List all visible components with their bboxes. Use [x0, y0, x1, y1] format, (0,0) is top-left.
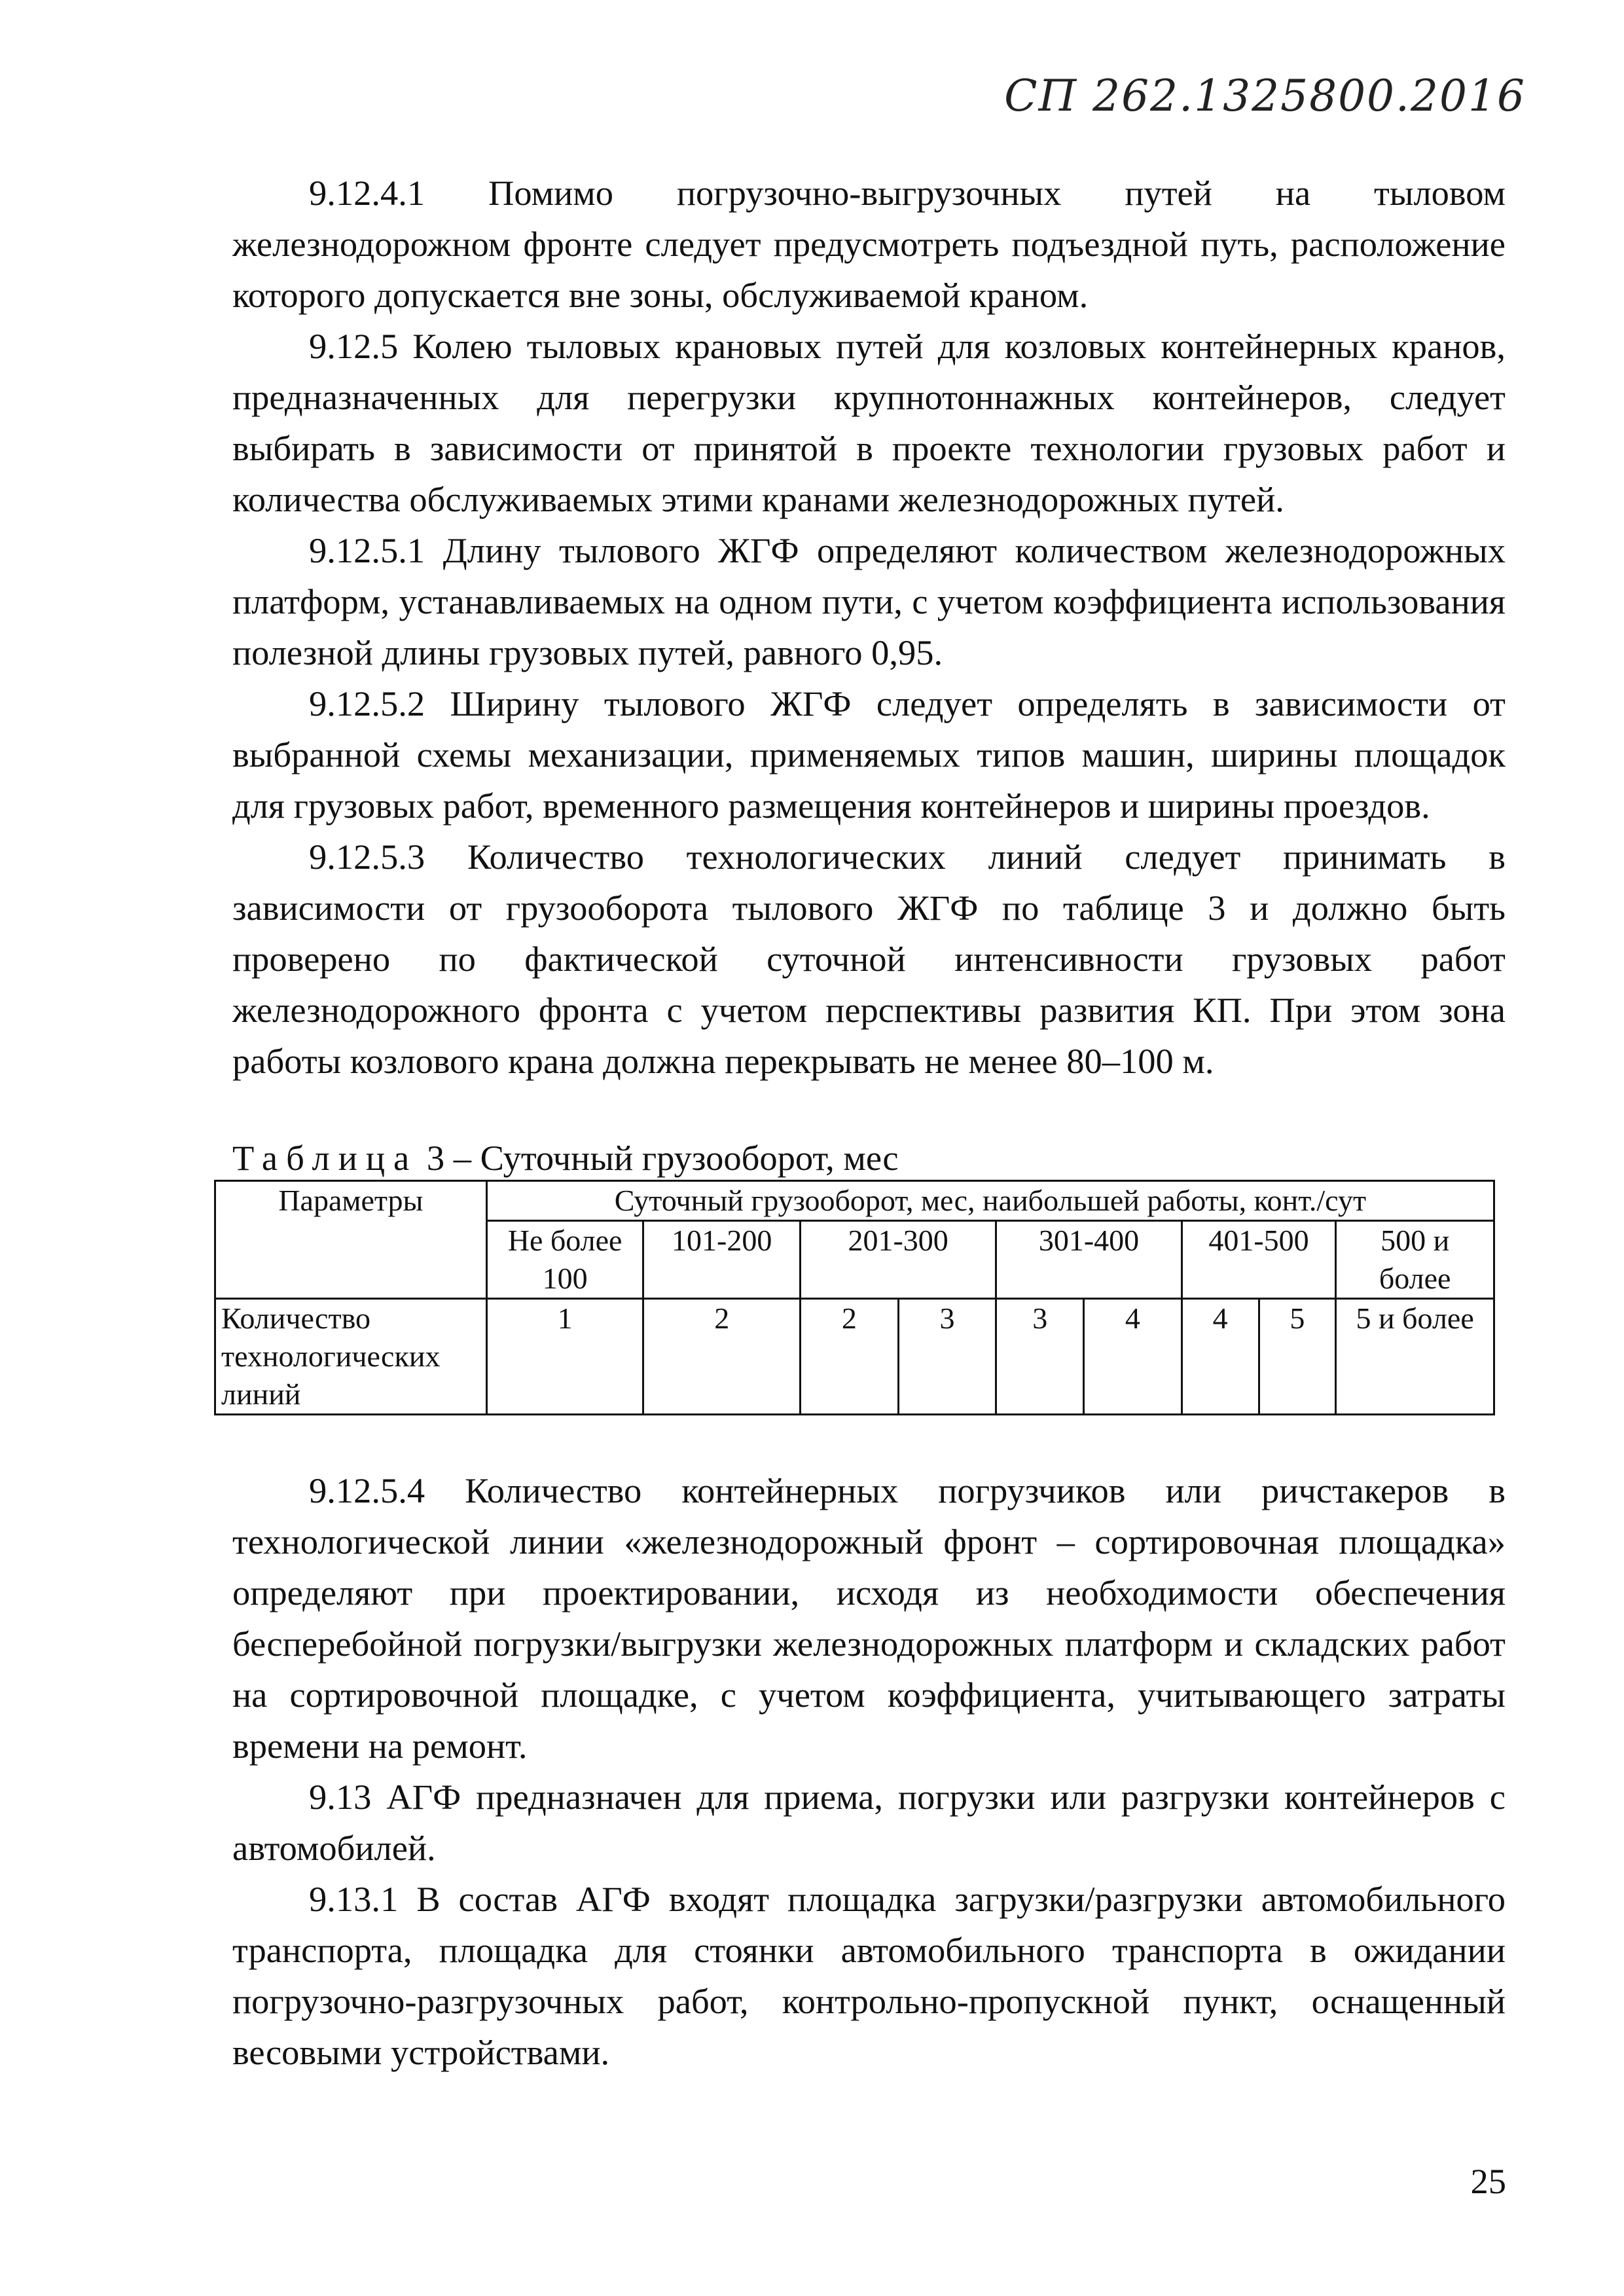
- paragraph-9-12-5-2: 9.12.5.2 Ширину тылового ЖГФ следует определять в зависимости от выбранной схемы механизации, применяемых типов машин, ширины площадок для грузовых работ, временного размещения контейнеров и ширины проездов.: [232, 683, 1506, 826]
- table-row-label: Количество технологических линий: [215, 1299, 487, 1415]
- paragraph-9-13: 9.13 АГФ предназначен для приема, погрузки или разгрузки контейнеров с автомобилей.: [232, 1777, 1506, 1868]
- table-value-cell: 5: [1259, 1299, 1336, 1415]
- table-header-parameters: Параметры: [215, 1181, 487, 1299]
- table-range-cell: 101-200: [643, 1221, 801, 1299]
- table-value-cell: 3: [996, 1299, 1084, 1415]
- table-value-cell: 4: [1084, 1299, 1182, 1415]
- paragraph-9-12-5-1: 9.12.5.1 Длину тылового ЖГФ определяют количеством железнодорожных платформ, устанавливаемых на одном пути, с учетом коэффициента использования полезной длины грузовых путей, равного 0,95.: [232, 530, 1506, 672]
- table-value-cell: 4: [1182, 1299, 1259, 1415]
- table-caption-word: Таблица: [232, 1138, 418, 1178]
- table-header-row: [215, 1181, 1494, 1221]
- paragraph-9-12-5-4: 9.12.5.4 Количество контейнерных погрузчиков или ричстакеров в технологической линии «железнодорожный фронт – сортировочная площадка» определяют при проектировании, исходя из необходимости обеспечения бесперебойной погрузки/выгрузки железнодорожных платформ и складских работ на сортировочной площадке, с учетом коэффициента, учитывающего затраты времени на ремонт.: [232, 1470, 1506, 1766]
- table-value-cell: 2: [643, 1299, 801, 1415]
- table-value-cell: 1: [486, 1299, 643, 1415]
- table-range-cell: 201-300: [800, 1221, 996, 1299]
- handwritten-document-code: СП 262.1325800.2016: [1004, 71, 1526, 121]
- table-caption: [232, 1137, 1506, 1180]
- page-number: 25: [1470, 2161, 1506, 2201]
- table-header-group: Суточный грузооборот, мес, наибольшей работы, конт./сут: [486, 1181, 1494, 1221]
- document-body: [221, 168, 1506, 2078]
- table-value-cell: 5 и более: [1336, 1299, 1494, 1415]
- paragraph-9-12-5-3: 9.12.5.3 Количество технологических линий следует принимать в зависимости от грузооборота тылового ЖГФ по таблице 3 и должно быть проверено по фактической суточной интенсивности грузовых работ железнодорожного фронта с учетом перспективы развития КП. При этом зона работы козлового крана должна перекрывать не менее 80–100 м.: [232, 837, 1506, 1081]
- table-data-row: [215, 1299, 1494, 1415]
- paragraph-9-12-5: 9.12.5 Колею тыловых крановых путей для козловых контейнерных кранов, предназначенных для перегрузки крупнотоннажных контейнеров, следует выбирать в зависимости от принятой в проекте технологии грузовых работ и количества обслуживаемых этими кранами железнодорожных путей.: [232, 326, 1506, 519]
- table-value-cell: 2: [800, 1299, 898, 1415]
- table-range-cell: 301-400: [996, 1221, 1182, 1299]
- table-3: [214, 1180, 1495, 1415]
- table-caption-text: 3 – Суточный грузооборот, мес: [426, 1138, 899, 1178]
- table-range-cell: Не более 100: [486, 1221, 643, 1299]
- table-value-cell: 3: [898, 1299, 996, 1415]
- table-range-cell: 401-500: [1182, 1221, 1336, 1299]
- paragraph-9-13-1: 9.13.1 В состав АГФ входят площадка загрузки/разгрузки автомобильного транспорта, площадка для стоянки автомобильного транспорта в ожидании погрузочно-разгрузочных работ, контрольно-пропускной пункт, оснащенный весовыми устройствами.: [232, 1879, 1506, 2072]
- table-range-cell: 500 и более: [1336, 1221, 1494, 1299]
- paragraph-9-12-4-1: 9.12.4.1 Помимо погрузочно-выгрузочных путей на тыловом железнодорожном фронте следует предусмотреть подъездной путь, расположение которого допускается вне зоны, обслуживаемой краном.: [232, 173, 1506, 315]
